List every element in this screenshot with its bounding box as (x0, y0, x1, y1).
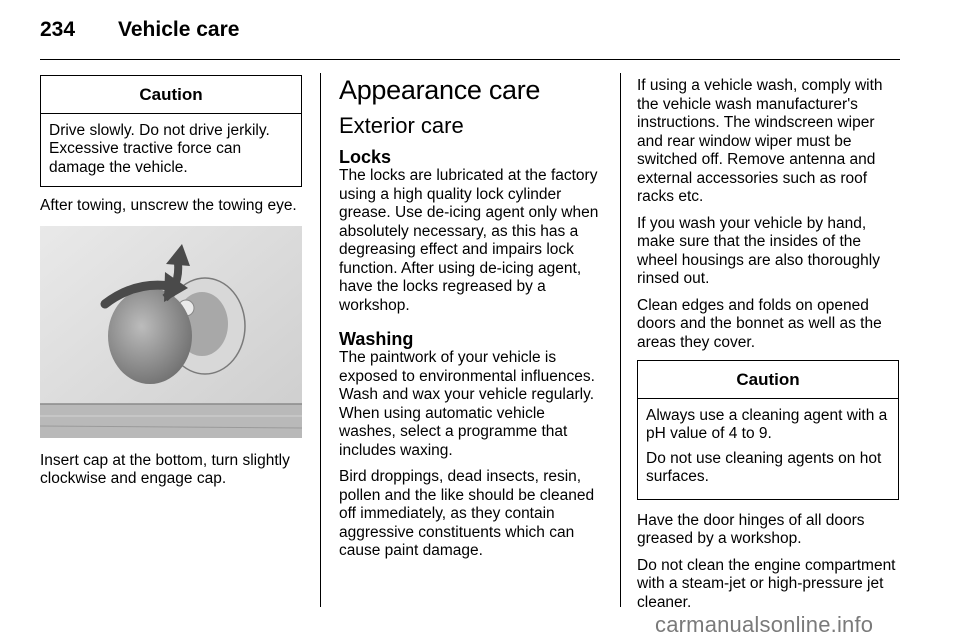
washing-paragraph-1: The paintwork of your vehicle is exposed to environmental influences. Wash and wax your vehicle regularly. When using automatic vehicle washes, select a programme that includes waxing. (339, 349, 595, 459)
clean-edges-paragraph: Clean edges and folds on opened doors and the bonnet as well as the areas they cover. (637, 296, 882, 351)
left-column (40, 75, 302, 497)
engine-compartment-paragraph: Do not clean the engine compartment with a steam-jet or high-pressure jet cleaner. (637, 556, 896, 611)
column-divider-1 (320, 73, 321, 607)
header-rule (40, 59, 900, 60)
washing-paragraph-2: Bird droppings, dead insects, resin, pollen and the like should be cleaned off immediately, as they contain aggressive constituents which can cause paint damage. (339, 468, 595, 559)
caution-title-cleaning: Caution (638, 361, 898, 399)
section-heading-exterior-care: Exterior care (339, 113, 464, 138)
caution-hot-surfaces-text: Do not use cleaning agents on hot surfaces. (646, 449, 882, 485)
section-heading-appearance-care: Appearance care (339, 75, 541, 105)
caution-body-cleaning (638, 399, 898, 499)
heading-washing: Washing (339, 329, 414, 349)
page-number: 234 (40, 18, 76, 41)
insert-cap-paragraph: Insert cap at the bottom, turn slightly clockwise and engage cap. (40, 451, 290, 487)
right-column (637, 77, 899, 620)
middle-column (339, 75, 605, 569)
caution-title: Caution (41, 76, 301, 114)
caution-ph-text: Always use a cleaning agent with a pH value of 4 to 9. (646, 406, 888, 442)
towing-eye-cap-illustration (40, 226, 302, 438)
door-hinges-paragraph: Have the door hinges of all doors greased by a workshop. (637, 511, 865, 547)
watermark: carmanualsonline.info (655, 612, 874, 637)
column-divider-2 (620, 73, 621, 607)
caution-box-cleaning (637, 360, 899, 500)
hand-wash-paragraph: If you wash your vehicle by hand, make sure that the insides of the wheel housings are also thoroughly rinsed out. (637, 214, 880, 287)
caution-body (41, 114, 301, 190)
locks-paragraph: The locks are lubricated at the factory using a high quality lock cylinder grease. Use de-icing agent only when absolutely necessary, as this has a degreasing effect and impairs lock function. After using de-icing agent, have the locks regreased by a workshop. (339, 167, 599, 314)
page-header-title: Vehicle care (118, 18, 240, 41)
caution-text: Drive slowly. Do not drive jerkily. Excessive tractive force can damage the vehicle. (49, 121, 270, 176)
towing-paragraph: After towing, unscrew the towing eye. (40, 197, 297, 214)
vehicle-wash-paragraph: If using a vehicle wash, comply with the vehicle wash manufacturer's instructions. The windscreen wiper and rear window wiper must be switched off. Remove antenna and external accessories such as roof racks etc. (637, 77, 883, 205)
caution-box (40, 75, 302, 187)
heading-locks: Locks (339, 147, 392, 167)
